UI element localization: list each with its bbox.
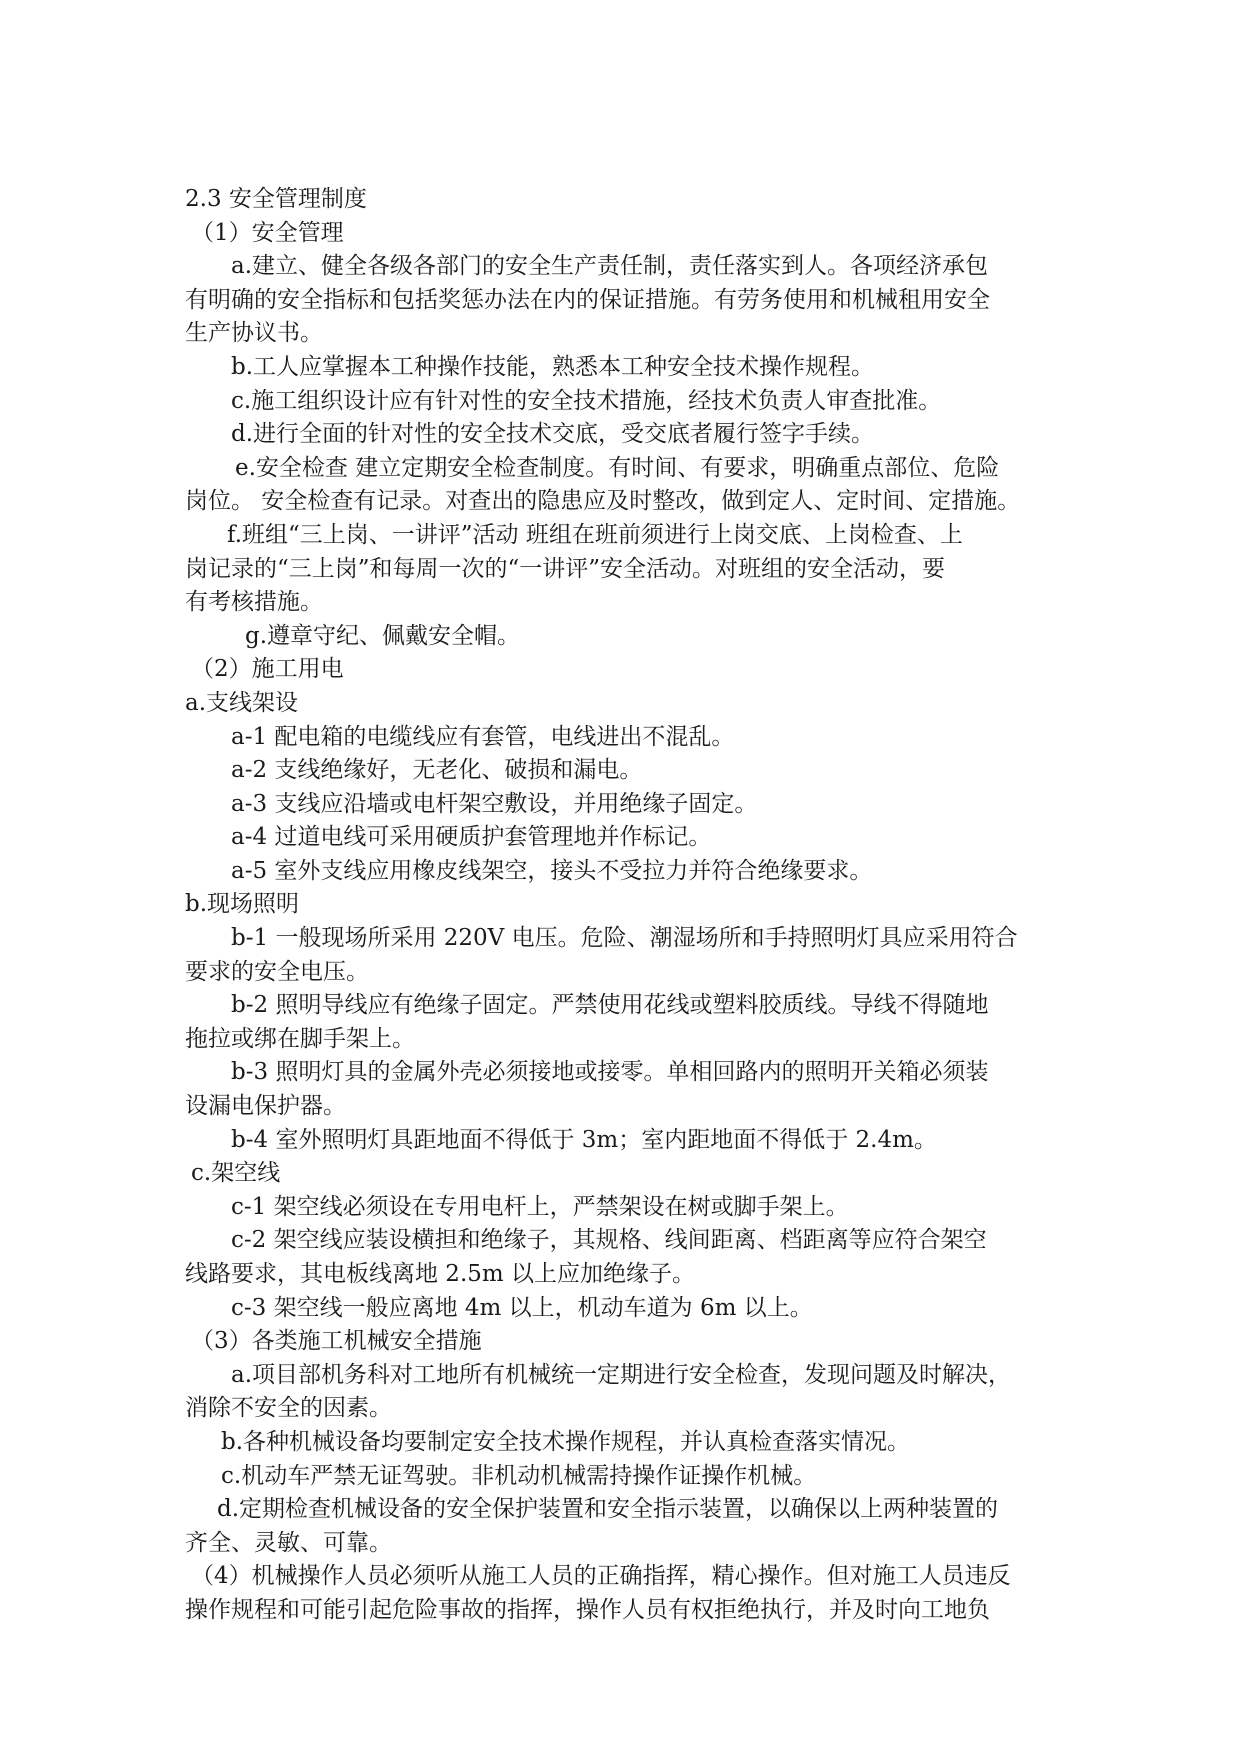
- list-item: a-3 支线应沿墙或电杆架空敷设，并用绝缘子固定。: [231, 790, 758, 817]
- text-line: （4）机械操作人员必须听从施工人员的正确指挥，精心操作。但对施工人员违反: [191, 1563, 1011, 1590]
- list-item: a-5 室外支线应用橡皮线架空，接头不受拉力并符合绝缘要求。: [231, 857, 873, 884]
- paragraph: [185, 1493, 1055, 1560]
- paragraph: [185, 1560, 1055, 1627]
- list-item: a-1 配电箱的电缆线应有套管，电线进出不混乱。: [231, 723, 735, 750]
- subsection-title: （2）施工用电: [191, 656, 344, 683]
- paragraph: [185, 250, 1055, 351]
- paragraph: [185, 1359, 1055, 1426]
- text-line: 岗记录的“三上岗”和每周一次的“一讲评”安全活动。对班组的安全活动，要: [185, 555, 946, 582]
- list-item: a-4 过道电线可采用硬质护套管理地并作标记。: [231, 824, 712, 851]
- text-line: 设漏电保护器。: [185, 1093, 346, 1120]
- text-line: 消除不安全的因素。: [185, 1395, 392, 1422]
- subsection-title: （3）各类施工机械安全措施: [191, 1328, 482, 1355]
- list-item: a-2 支线绝缘好，无老化、破损和漏电。: [231, 757, 643, 784]
- text-line: f.班组“三上岗、一讲评”活动 班组在班前须进行上岗交底、上岗检查、上: [227, 521, 963, 548]
- text-line: 拖拉或绑在脚手架上。: [185, 1025, 415, 1052]
- paragraph: b.工人应掌握本工种操作技能，熟悉本工种安全技术操作规程。: [231, 353, 875, 380]
- paragraph: b.各种机械设备均要制定安全技术操作规程，并认真检查落实情况。: [221, 1428, 911, 1455]
- list-item: [185, 1224, 1055, 1291]
- text-line: d.定期检查机械设备的安全保护装置和安全指示装置，以确保以上两种装置的: [217, 1496, 999, 1523]
- item-title: b.现场照明: [185, 891, 300, 918]
- list-item: c-1 架空线必须设在专用电杆上，严禁架设在树或脚手架上。: [231, 1193, 849, 1220]
- text-line: b-3 照明灯具的金属外壳必须接地或接零。单相回路内的照明开关箱必须装: [231, 1059, 989, 1086]
- paragraph: d.进行全面的针对性的安全技术交底，受交底者履行签字手续。: [231, 421, 875, 448]
- paragraph: c.施工组织设计应有针对性的安全技术措施，经技术负责人审查批准。: [231, 387, 942, 414]
- list-item: c-3 架空线一般应离地 4m 以上，机动车道为 6m 以上。: [231, 1294, 813, 1321]
- list-item: [185, 989, 1055, 1056]
- text-line: 操作规程和可能引起危险事故的指挥，操作人员有权拒绝执行，并及时向工地负: [185, 1596, 990, 1623]
- text-line: 有明确的安全指标和包括奖惩办法在内的保证措施。有劳务使用和机械租用安全: [185, 286, 990, 313]
- paragraph: g.遵章守纪、佩戴安全帽。: [245, 622, 521, 649]
- text-line: 岗位。 安全检查有记录。对查出的隐患应及时整改，做到定人、定时间、定措施。: [185, 488, 1021, 515]
- text-line: 线路要求，其电板线离地 2.5m 以上应加绝缘子。: [185, 1261, 696, 1287]
- text-line: a.建立、健全各级各部门的安全生产责任制，责任落实到人。各项经济承包: [231, 253, 989, 280]
- text-line: 生产协议书。: [185, 320, 323, 347]
- document-page: [185, 183, 1055, 1628]
- list-item: b-4 室外照明灯具距地面不得低于 3m；室内距地面不得低于 2.4m。: [231, 1126, 937, 1153]
- paragraph: c.机动车严禁无证驾驶。非机动机械需持操作证操作机械。: [221, 1462, 817, 1489]
- text-line: b-2 照明导线应有绝缘子固定。严禁使用花线或塑料胶质线。导线不得随地: [231, 992, 989, 1019]
- text-line: b-1 一般现场所采用 220V 电压。危险、潮湿场所和手持照明灯具应采用符合: [231, 925, 1018, 952]
- item-title: a.支线架设: [185, 689, 299, 716]
- text-line: c-2 架空线应装设横担和绝缘子，其规格、线间距离、档距离等应符合架空: [231, 1227, 987, 1254]
- item-title: c.架空线: [191, 1160, 281, 1187]
- text-line: 有考核措施。: [185, 589, 323, 616]
- text-line: e.安全检查 建立定期安全检查制度。有时间、有要求，明确重点部位、危险: [235, 454, 1000, 481]
- list-item: [185, 1056, 1055, 1123]
- text-line: 齐全、灵敏、可靠。: [185, 1529, 392, 1556]
- text-line: 要求的安全电压。: [185, 958, 369, 985]
- section-heading: 2.3 安全管理制度: [185, 186, 367, 212]
- list-item: [185, 922, 1055, 989]
- paragraph: [185, 519, 1055, 620]
- subsection-title: （1）安全管理: [191, 219, 344, 246]
- text-line: a.项目部机务科对工地所有机械统一定期进行安全检查，发现问题及时解决，: [231, 1361, 1012, 1388]
- paragraph: [185, 452, 1055, 519]
